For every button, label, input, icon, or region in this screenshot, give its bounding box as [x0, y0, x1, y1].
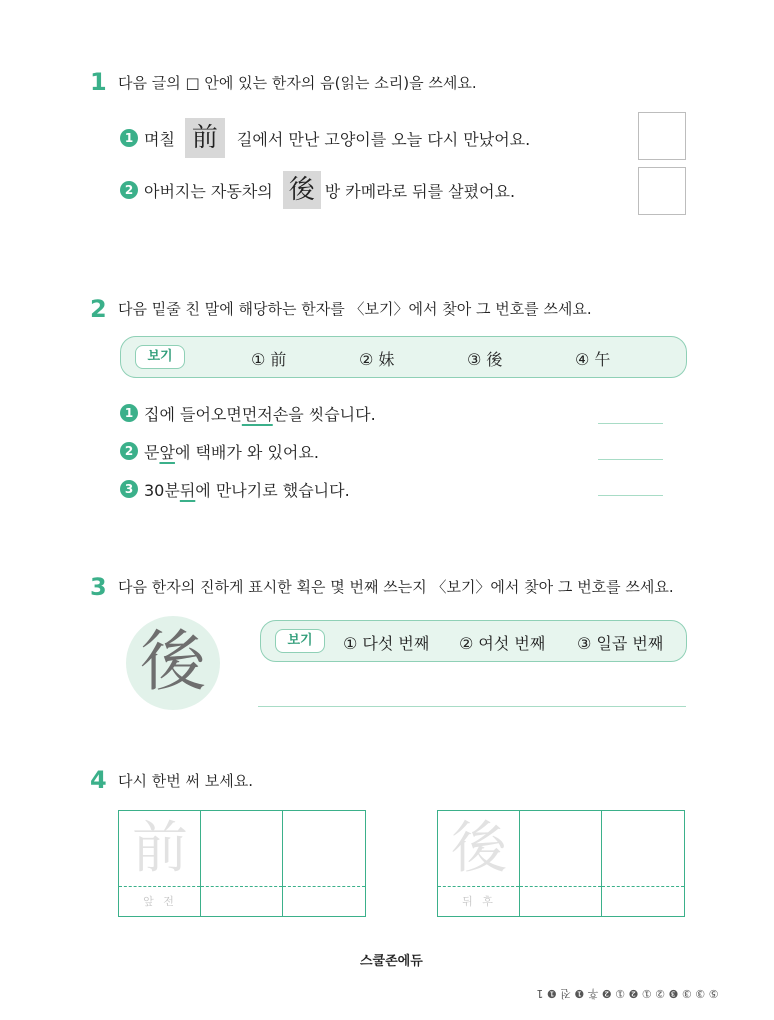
item-badge: 1	[120, 129, 138, 147]
bogi-choice-2: ② 妹	[359, 350, 395, 369]
bogi-choice-2: ② 여섯 번째	[459, 634, 546, 653]
answer-box-2[interactable]	[638, 167, 686, 215]
q1-item-2-before: 아버지는 자동차의	[144, 181, 273, 201]
question-3-prompt: 다음 한자의 진하게 표시한 획은 몇 번째 쓰는지 〈보기〉에서 찾아 그 번호를 쓰세요.	[118, 578, 674, 596]
hanja-box: 後	[283, 171, 321, 209]
practice-cell[interactable]	[283, 811, 365, 916]
publisher-logo: 스쿨존에듀	[360, 954, 423, 969]
question-2-prompt: 다음 밑줄 친 말에 해당하는 한자를 〈보기〉에서 찾아 그 번호를 쓰세요.	[118, 300, 592, 318]
practice-cell[interactable]	[602, 811, 684, 916]
question-1-number: 1	[90, 68, 107, 96]
bogi-choice-3: ③ 後	[467, 350, 503, 369]
q2-item-3	[120, 478, 350, 500]
trace-hanja: 前	[132, 816, 188, 881]
q1-item-1	[120, 118, 530, 158]
guide-line	[602, 886, 684, 887]
writing-grid-2	[437, 810, 685, 917]
q2-item-2-before: 문	[144, 442, 160, 462]
question-4-prompt: 다시 한번 써 보세요.	[118, 772, 253, 790]
question-1-prompt: 다음 글의 □ 안에 있는 한자의 음(읽는 소리)을 쓰세요.	[118, 74, 477, 92]
q1-item-2	[120, 170, 515, 210]
bogi-label: 보기	[135, 345, 185, 369]
guide-line	[119, 886, 200, 887]
guide-line	[520, 886, 601, 887]
question-3-number: 3	[90, 573, 107, 601]
stroke-hanja: 後	[140, 623, 206, 700]
answer-line-2[interactable]	[598, 459, 663, 460]
underlined-word: 먼저	[241, 404, 273, 424]
answer-line-q3[interactable]	[258, 706, 686, 707]
answer-box-1[interactable]	[638, 112, 686, 160]
guide-line	[438, 886, 519, 887]
q2-item-2-after: 에 택배가 와 있어요.	[174, 442, 319, 462]
item-badge: 3	[120, 480, 138, 498]
question-4-number: 4	[90, 766, 107, 794]
bogi-choice-1: ① 前	[251, 350, 287, 369]
bogi-choice-3: ③ 일곱 번째	[577, 634, 664, 653]
writing-grid-1	[118, 810, 366, 917]
q2-item-1-before: 집에 들어오면	[144, 404, 242, 424]
item-badge: 2	[120, 181, 138, 199]
answer-line-3[interactable]	[598, 495, 663, 496]
q1-item-1-after: 길에서 만난 고양이를 오늘 다시 만났어요.	[236, 129, 531, 149]
question-2-number: 2	[90, 295, 107, 323]
bogi-label: 보기	[275, 629, 325, 653]
trace-cell[interactable]	[119, 811, 201, 916]
practice-cell[interactable]	[520, 811, 602, 916]
q1-item-2-after: 방 카메라로 뒤를 살폈어요.	[324, 181, 516, 201]
q1-item-1-before: 며칠	[144, 129, 175, 149]
bogi-box	[120, 336, 687, 378]
item-badge: 2	[120, 442, 138, 460]
item-badge: 1	[120, 404, 138, 422]
q2-item-3-after: 에 만나기로 했습니다.	[195, 480, 350, 500]
trace-cell[interactable]	[438, 811, 520, 916]
bogi-choice-4: ④ 午	[575, 350, 611, 369]
q2-item-2	[120, 440, 319, 462]
answer-line-1[interactable]	[598, 423, 663, 424]
practice-cell[interactable]	[201, 811, 283, 916]
bogi-box-3	[260, 620, 687, 662]
bogi-choice-1: ① 다섯 번째	[343, 634, 430, 653]
q2-item-1-after: 손을 씻습니다.	[272, 404, 376, 424]
upside-down-answers: ⑤ ③ ③ ❸ ② ① ❷ ① ❷ 후 ❶ 전 ❶ 1	[536, 987, 719, 1000]
underlined-word: 앞	[159, 442, 175, 462]
hanja-reading: 뒤 후	[462, 895, 496, 908]
q2-item-3-before: 30분	[144, 480, 180, 500]
trace-hanja: 後	[451, 816, 507, 881]
hanja-stroke-circle	[126, 616, 220, 710]
hanja-box: 前	[185, 118, 225, 158]
q2-item-1	[120, 402, 376, 424]
guide-line	[283, 886, 365, 887]
guide-line	[201, 886, 282, 887]
underlined-word: 뒤	[179, 480, 196, 500]
hanja-reading: 앞 전	[143, 895, 177, 908]
